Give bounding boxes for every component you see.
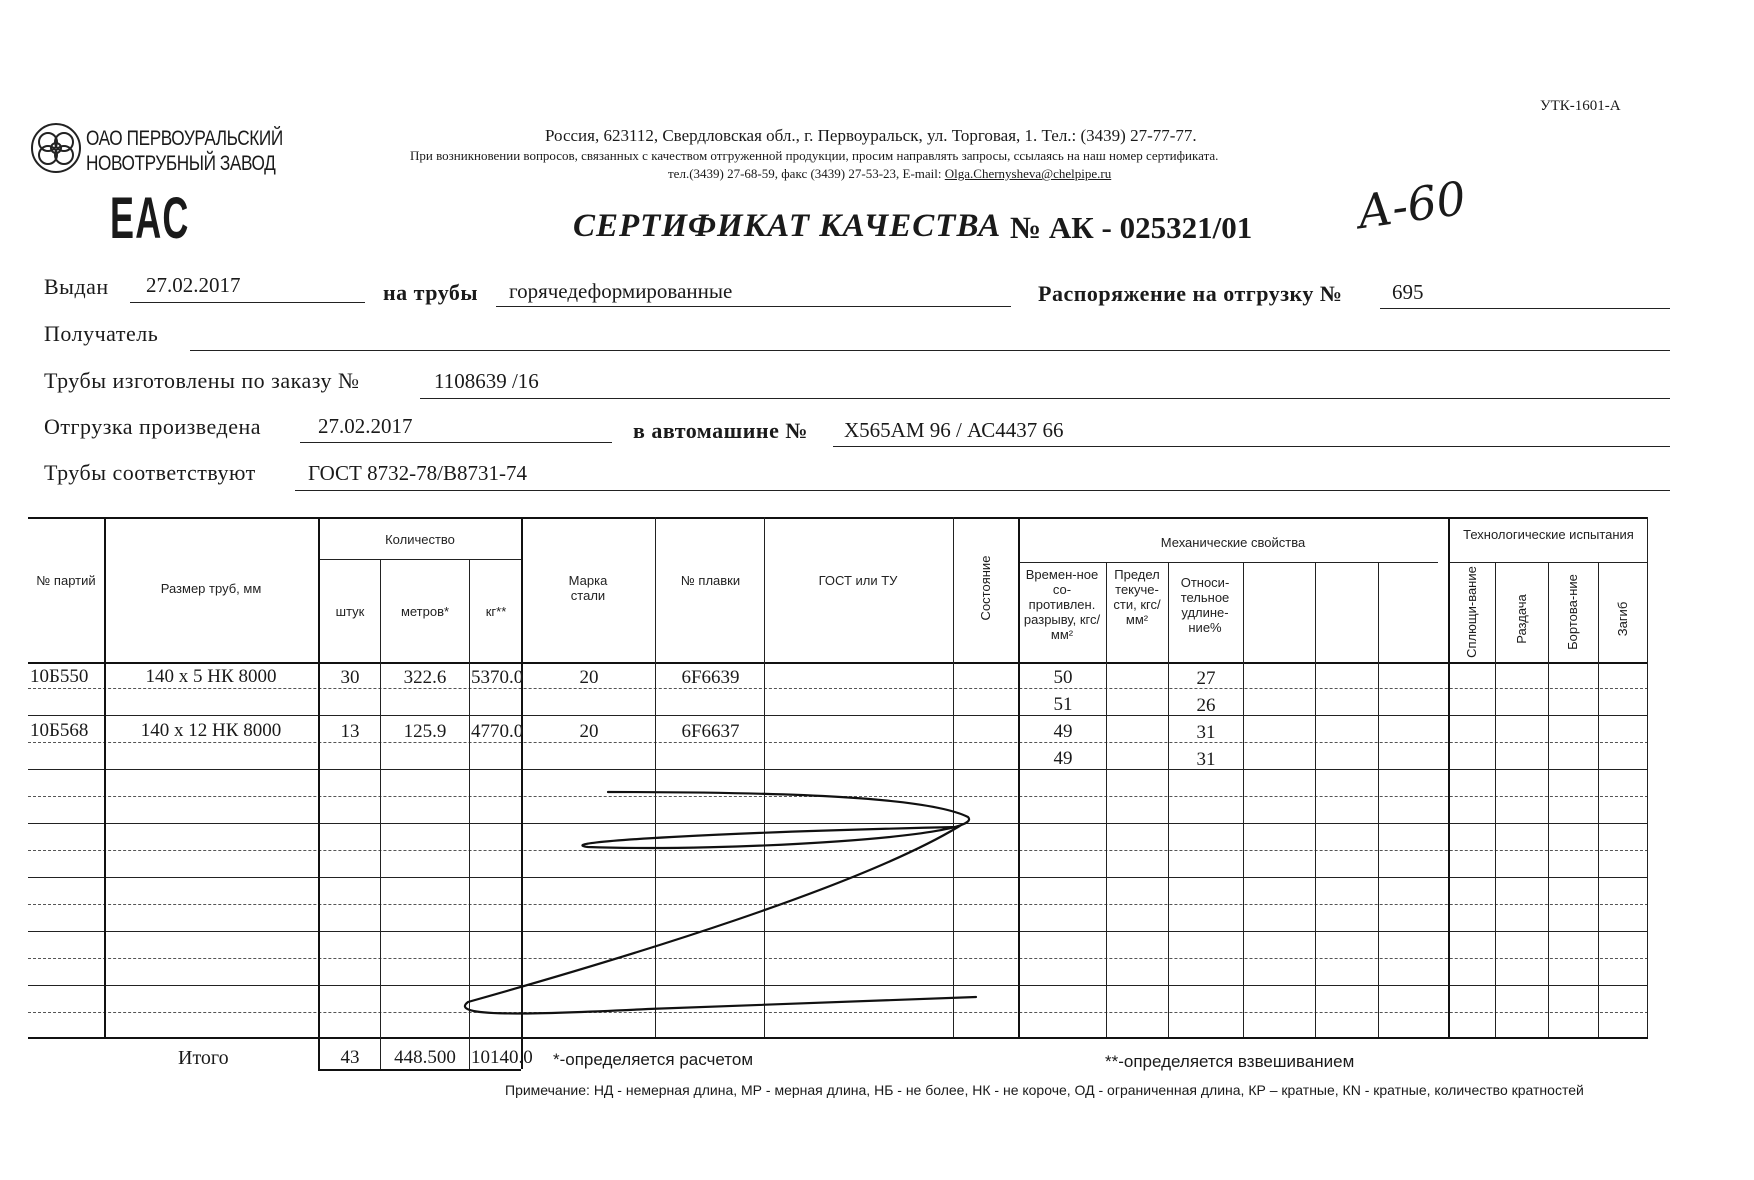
total-meters: 448.500: [394, 1047, 456, 1068]
eac-mark: EAC: [110, 186, 190, 251]
company-logo-icon: [28, 122, 84, 179]
abbreviations-remark: Примечание: НД - немерная длина, МР - мерная длина, НБ - не более, НК - не короче, ОД - ограниченная длина, КР – кратные, КN - кратные, количество кратностей: [505, 1082, 1584, 1098]
total-label: Итого: [178, 1047, 229, 1069]
cell-meters: 322.6: [403, 667, 447, 688]
issued-value: 27.02.2017: [146, 273, 241, 297]
cell-elongation: 31: [1196, 749, 1216, 770]
footnote-weighed: **-определяется взвешиванием: [1105, 1052, 1355, 1071]
cell-elongation: 27: [1196, 668, 1216, 689]
issued-underline: [130, 302, 365, 303]
cancellation-mark-icon: [28, 517, 1648, 1037]
cell-tensile: 50: [1053, 667, 1073, 688]
total-pcs: 43: [340, 1047, 360, 1068]
header-heat: № плавки: [680, 573, 741, 588]
vehicle-underline: [833, 446, 1670, 447]
header-gost: ГОСТ или ТУ: [818, 573, 898, 588]
cell-kg: 4770.0: [471, 721, 524, 742]
shipped-value: 27.02.2017: [318, 414, 413, 438]
header-expand: Раздача: [1514, 594, 1529, 644]
quality-notice: При возникновении вопросов, связанных с качеством отгруженной продукции, просим направлять запросы, ссылаясь на наш номер сертификата.: [410, 148, 1219, 163]
company-name: [86, 126, 283, 176]
header-size: Размер труб, мм: [160, 581, 262, 596]
shipped-underline: [300, 442, 612, 443]
header-meters: метров*: [400, 604, 450, 619]
header-tech: Технологические испытания: [1463, 527, 1634, 542]
cell-batch: 10Б568: [30, 720, 89, 741]
contact-email-link[interactable]: Olga.Chernysheva@chelpipe.ru: [944, 166, 1112, 181]
vehicle-label: в автомашине №: [633, 418, 808, 443]
header-mech: Механические свойства: [1160, 535, 1306, 550]
cell-pcs: 13: [340, 721, 360, 742]
total-kg: 10140.0: [471, 1047, 533, 1068]
header-elong: Относи-тельное удлине-ние%: [1180, 575, 1230, 635]
cell-heat: 6F6637: [681, 721, 740, 742]
order-value: 695: [1392, 280, 1424, 304]
header-quantity: Количество: [385, 532, 455, 547]
certificate-number: № АК - 025321/01: [1010, 210, 1253, 245]
cell-tensile: 49: [1053, 748, 1073, 769]
cell-meters: 125.9: [403, 721, 447, 742]
cell-grade: 20: [579, 721, 599, 742]
shipped-label: Отгрузка произведена: [44, 414, 262, 439]
quality-table: [28, 517, 1648, 1072]
header-state: Состояние: [978, 555, 993, 621]
recipient-label: Получатель: [44, 321, 159, 346]
company-name-line2: НОВОТРУБНЫЙ ЗАВОД: [86, 152, 276, 175]
cell-size: 140 х 12 НК 8000: [140, 720, 282, 741]
cell-batch: 10Б550: [30, 666, 89, 687]
header-flange: Бортова-ние: [1565, 574, 1580, 650]
cell-tensile: 51: [1053, 694, 1073, 715]
recipient-underline: [190, 350, 1670, 351]
order-label: Распоряжение на отгрузку №: [1038, 281, 1343, 306]
header-tensile: Времен-ное со-противлен. разрыву, кгс/мм²: [1023, 567, 1101, 642]
pipes-label: на трубы: [383, 280, 479, 305]
cell-pcs: 30: [340, 667, 360, 688]
company-name-line1: ОАО ПЕРВОУРАЛЬСКИЙ: [86, 127, 283, 150]
pipes-underline: [496, 306, 1011, 307]
pipes-value: горячедеформированные: [509, 279, 733, 303]
handwritten-note: А-60: [1353, 170, 1470, 240]
contacts-phones: тел.(3439) 27-68-59, факс (3439) 27-53-23, E-mail:: [668, 166, 945, 181]
company-address: Россия, 623112, Свердловская обл., г. Первоуральск, ул. Торговая, 1. Тел.: (3439) 27-77-77.: [545, 126, 1197, 145]
table-body-bottom: [28, 1037, 1648, 1039]
header-batch: № партий: [36, 573, 96, 588]
cell-elongation: 31: [1196, 722, 1216, 743]
header-pcs: штук: [335, 604, 365, 619]
cell-grade: 20: [579, 667, 599, 688]
cell-heat: 6F6639: [681, 667, 740, 688]
header-bend: Загиб: [1615, 601, 1630, 637]
conform-label: Трубы соответствуют: [44, 460, 256, 485]
header-grade: Марка стали: [568, 573, 608, 603]
made-by-order-label: Трубы изготовлены по заказу №: [44, 368, 360, 393]
cell-size: 140 х 5 НК 8000: [145, 666, 277, 687]
form-code: УТК-1601-А: [1540, 98, 1621, 114]
conform-value: ГОСТ 8732-78/В8731-74: [308, 461, 527, 485]
contacts: [668, 166, 1111, 182]
order-underline: [1380, 308, 1670, 309]
conform-underline: [295, 490, 1670, 491]
cell-kg: 5370.0: [471, 667, 524, 688]
document-title: СЕРТИФИКАТ КАЧЕСТВА: [573, 208, 1002, 244]
made-by-order-underline: [420, 398, 1670, 399]
issued-label: Выдан: [44, 274, 109, 299]
total-bottom-line: [318, 1069, 521, 1071]
header-kg: кг**: [485, 604, 507, 619]
header-yield: Предел текуче-сти, кгс/мм²: [1113, 567, 1161, 627]
cell-elongation: 26: [1196, 695, 1216, 716]
made-by-order-value: 1108639 /16: [434, 369, 539, 393]
header-flatten: Сплющи-вание: [1464, 566, 1479, 658]
cell-tensile: 49: [1053, 721, 1073, 742]
vehicle-value: Х565АМ 96 / АС4437 66: [844, 418, 1064, 442]
footnote-calculated: *-определяется расчетом: [553, 1050, 754, 1069]
